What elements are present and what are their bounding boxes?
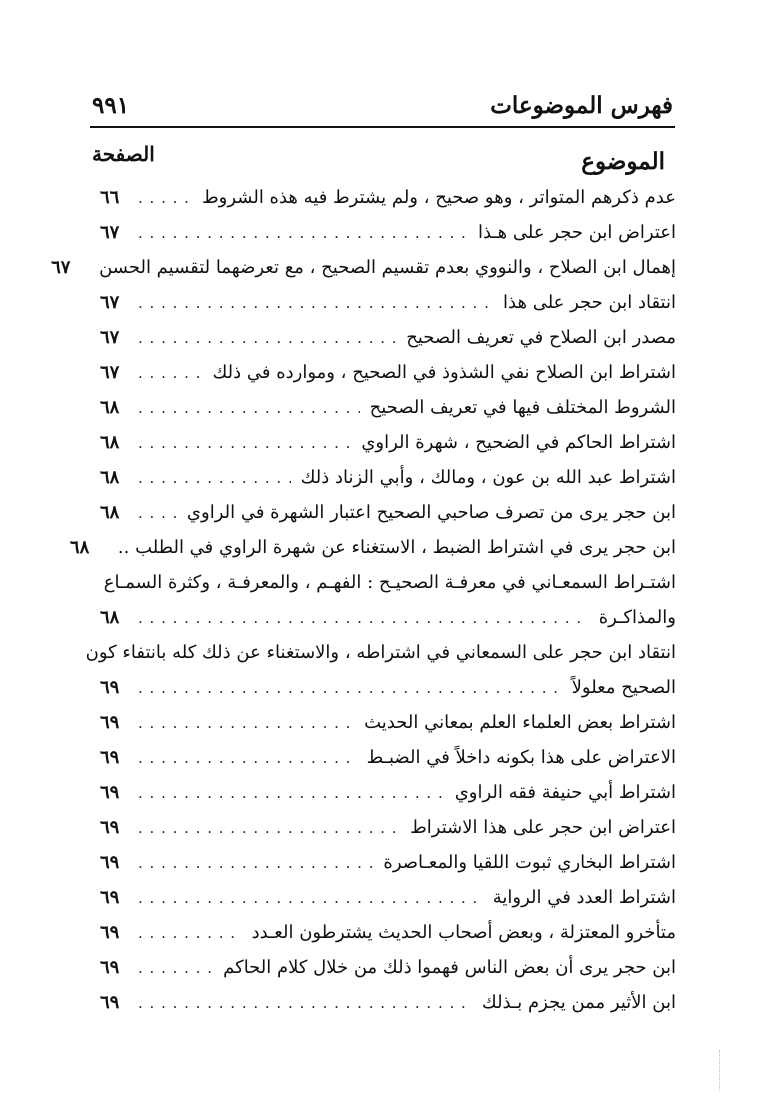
page-column-heading: الصفحة [92, 142, 155, 166]
toc-entry [100, 390, 676, 425]
toc-topic: عدم ذكرهم المتواتر ، وهو صحيح ، ولم يشترط فيه هذه الشروط [202, 187, 676, 208]
toc-topic: ابن حجر يرى في اشتراط الضبط ، الاستغناء عن شهرة الراوي في الطلب .. [117, 537, 676, 558]
toc-page: ٦٨ [100, 467, 120, 488]
toc-page: ٦٨ [100, 502, 120, 523]
toc-entry [100, 985, 676, 1020]
toc-page: ٦٩ [100, 817, 120, 838]
toc-topic: الصحيح معلولاً [571, 677, 676, 698]
toc-page: ٦٨ [69, 537, 90, 558]
toc-page: ٦٩ [100, 782, 120, 803]
dot-leader [138, 881, 483, 916]
dot-leader [138, 496, 177, 531]
page-number: ٩٩١ [92, 92, 130, 119]
dot-leader [138, 741, 357, 776]
dot-leader [138, 426, 351, 461]
toc-page: ٦٨ [100, 432, 120, 453]
toc-entry [100, 355, 676, 390]
toc-page: ٦٨ [100, 397, 120, 418]
toc-page: ٦٩ [100, 677, 120, 698]
toc-entry [100, 880, 676, 915]
dot-leader [138, 671, 562, 706]
running-title: فهرس الموضوعات [490, 92, 673, 119]
toc-topic: اشتراط ابن الصلاح نفي الشذوذ في الصحيح ، وموارده في ذلك [212, 362, 676, 383]
toc-topic: اشتراط أبي حنيفة فقه الراوي [454, 782, 676, 803]
toc-topic: والمذاكـرة [598, 607, 676, 628]
toc-page: ٦٩ [100, 887, 120, 908]
dot-leader [138, 846, 373, 881]
dot-leader [138, 811, 400, 846]
toc-entry [100, 180, 676, 215]
toc-topic: انتقاد ابن حجر على هذا [503, 292, 676, 313]
dot-leader [138, 461, 291, 496]
dot-leader [138, 391, 360, 426]
dot-leader [138, 706, 354, 741]
toc-topic: ابن حجر يرى من تصرف صاحبي الصحيح اعتبار الشهرة في الراوي [186, 502, 676, 523]
toc-page: ٦٧ [51, 257, 71, 278]
toc-entry-first-line [85, 635, 676, 670]
toc-entry [100, 845, 676, 880]
toc-entry [100, 460, 676, 495]
toc-page: ٦٧ [100, 327, 120, 348]
dot-leader [138, 181, 192, 216]
toc-page: ٦٩ [100, 957, 120, 978]
toc-topic: ابن حجر يرى أن بعض الناس فهموا ذلك من خلال كلام الحاكم [223, 957, 676, 978]
toc-topic: اعتراض ابن حجر على هـذا [477, 222, 676, 243]
toc-topic: اشتراط عبد الله بن عون ، ومالك ، وأبي الزناد ذلك [300, 467, 676, 488]
toc-entry [100, 950, 676, 985]
dot-leader [138, 356, 202, 391]
toc-page: ٦٩ [100, 712, 120, 733]
dot-leader [138, 601, 589, 636]
toc-entry [100, 740, 676, 775]
toc-entry-first-line [100, 565, 676, 600]
toc-entry [100, 600, 676, 635]
toc-topic-line: اشتـراط السمعـاني في معرفـة الصحيـح : الفهـم ، والمعرفـة ، وكثرة السمـاع [103, 572, 676, 593]
toc-page: ٦٦ [100, 187, 120, 208]
dot-leader [138, 916, 242, 951]
toc-entry [100, 705, 676, 740]
dot-leader [138, 321, 396, 356]
margin-mark [718, 1050, 720, 1090]
toc-topic: اعتراض ابن حجر على هذا الاشتراط [410, 817, 676, 838]
dot-leader [138, 286, 493, 321]
toc-entry [100, 320, 676, 355]
toc-entry [100, 215, 676, 250]
toc-topic: اشتراط بعض العلماء العلم بمعاني الحديث [364, 712, 676, 733]
toc-topic: الشروط المختلف فيها في تعريف الصحيح [369, 397, 676, 418]
toc-entry [51, 250, 676, 285]
toc-topic: اشتراط الحاكم في الضحيح ، شهرة الراوي [361, 432, 676, 453]
toc-page: ٦٩ [100, 747, 120, 768]
toc-entry [100, 810, 676, 845]
toc-page: ٦٨ [100, 607, 120, 628]
toc-page: ٦٧ [100, 222, 120, 243]
toc-page: ٦٧ [100, 362, 120, 383]
toc-entry [100, 775, 676, 810]
table-of-contents [51, 180, 676, 1020]
toc-topic: إهمال ابن الصلاح ، والنووي بعدم تقسيم الصحيح ، مع تعرضهما لتقسيم الحسن [99, 257, 676, 278]
dot-leader [138, 216, 468, 251]
toc-topic: الاعتراض على هذا بكونه داخلاً في الضبـط [366, 747, 676, 768]
toc-topic: ابن الأثير ممن يجزم بـذلك [481, 992, 676, 1013]
toc-entry [69, 530, 676, 565]
toc-topic: مصدر ابن الصلاح في تعريف الصحيح [406, 327, 676, 348]
toc-entry [100, 670, 676, 705]
topic-column-heading: الموضوع [581, 148, 665, 175]
dot-leader [138, 951, 213, 986]
toc-topic: اشتراط العدد في الرواية [492, 887, 676, 908]
toc-page: ٦٩ [100, 922, 120, 943]
toc-topic: اشتراط البخاري ثبوت اللقيا والمعـاصرة [383, 852, 676, 873]
running-header [92, 92, 673, 119]
dot-leader [138, 986, 472, 1021]
toc-page: ٦٩ [100, 852, 120, 873]
toc-entry [100, 495, 676, 530]
toc-entry [100, 285, 676, 320]
toc-page: ٦٩ [100, 992, 120, 1013]
toc-entry [100, 425, 676, 460]
column-headings [92, 140, 673, 180]
dot-leader [138, 776, 445, 811]
toc-page: ٦٧ [100, 292, 120, 313]
toc-topic: متأخرو المعتزلة ، وبعض أصحاب الحديث يشترطون العـدد [251, 922, 676, 943]
toc-entry [100, 915, 676, 950]
header-rule [90, 126, 675, 128]
toc-topic-line: انتقاد ابن حجر على السمعاني في اشتراطه ، والاستغناء عن ذلك كله بانتفاء كون [85, 642, 676, 663]
